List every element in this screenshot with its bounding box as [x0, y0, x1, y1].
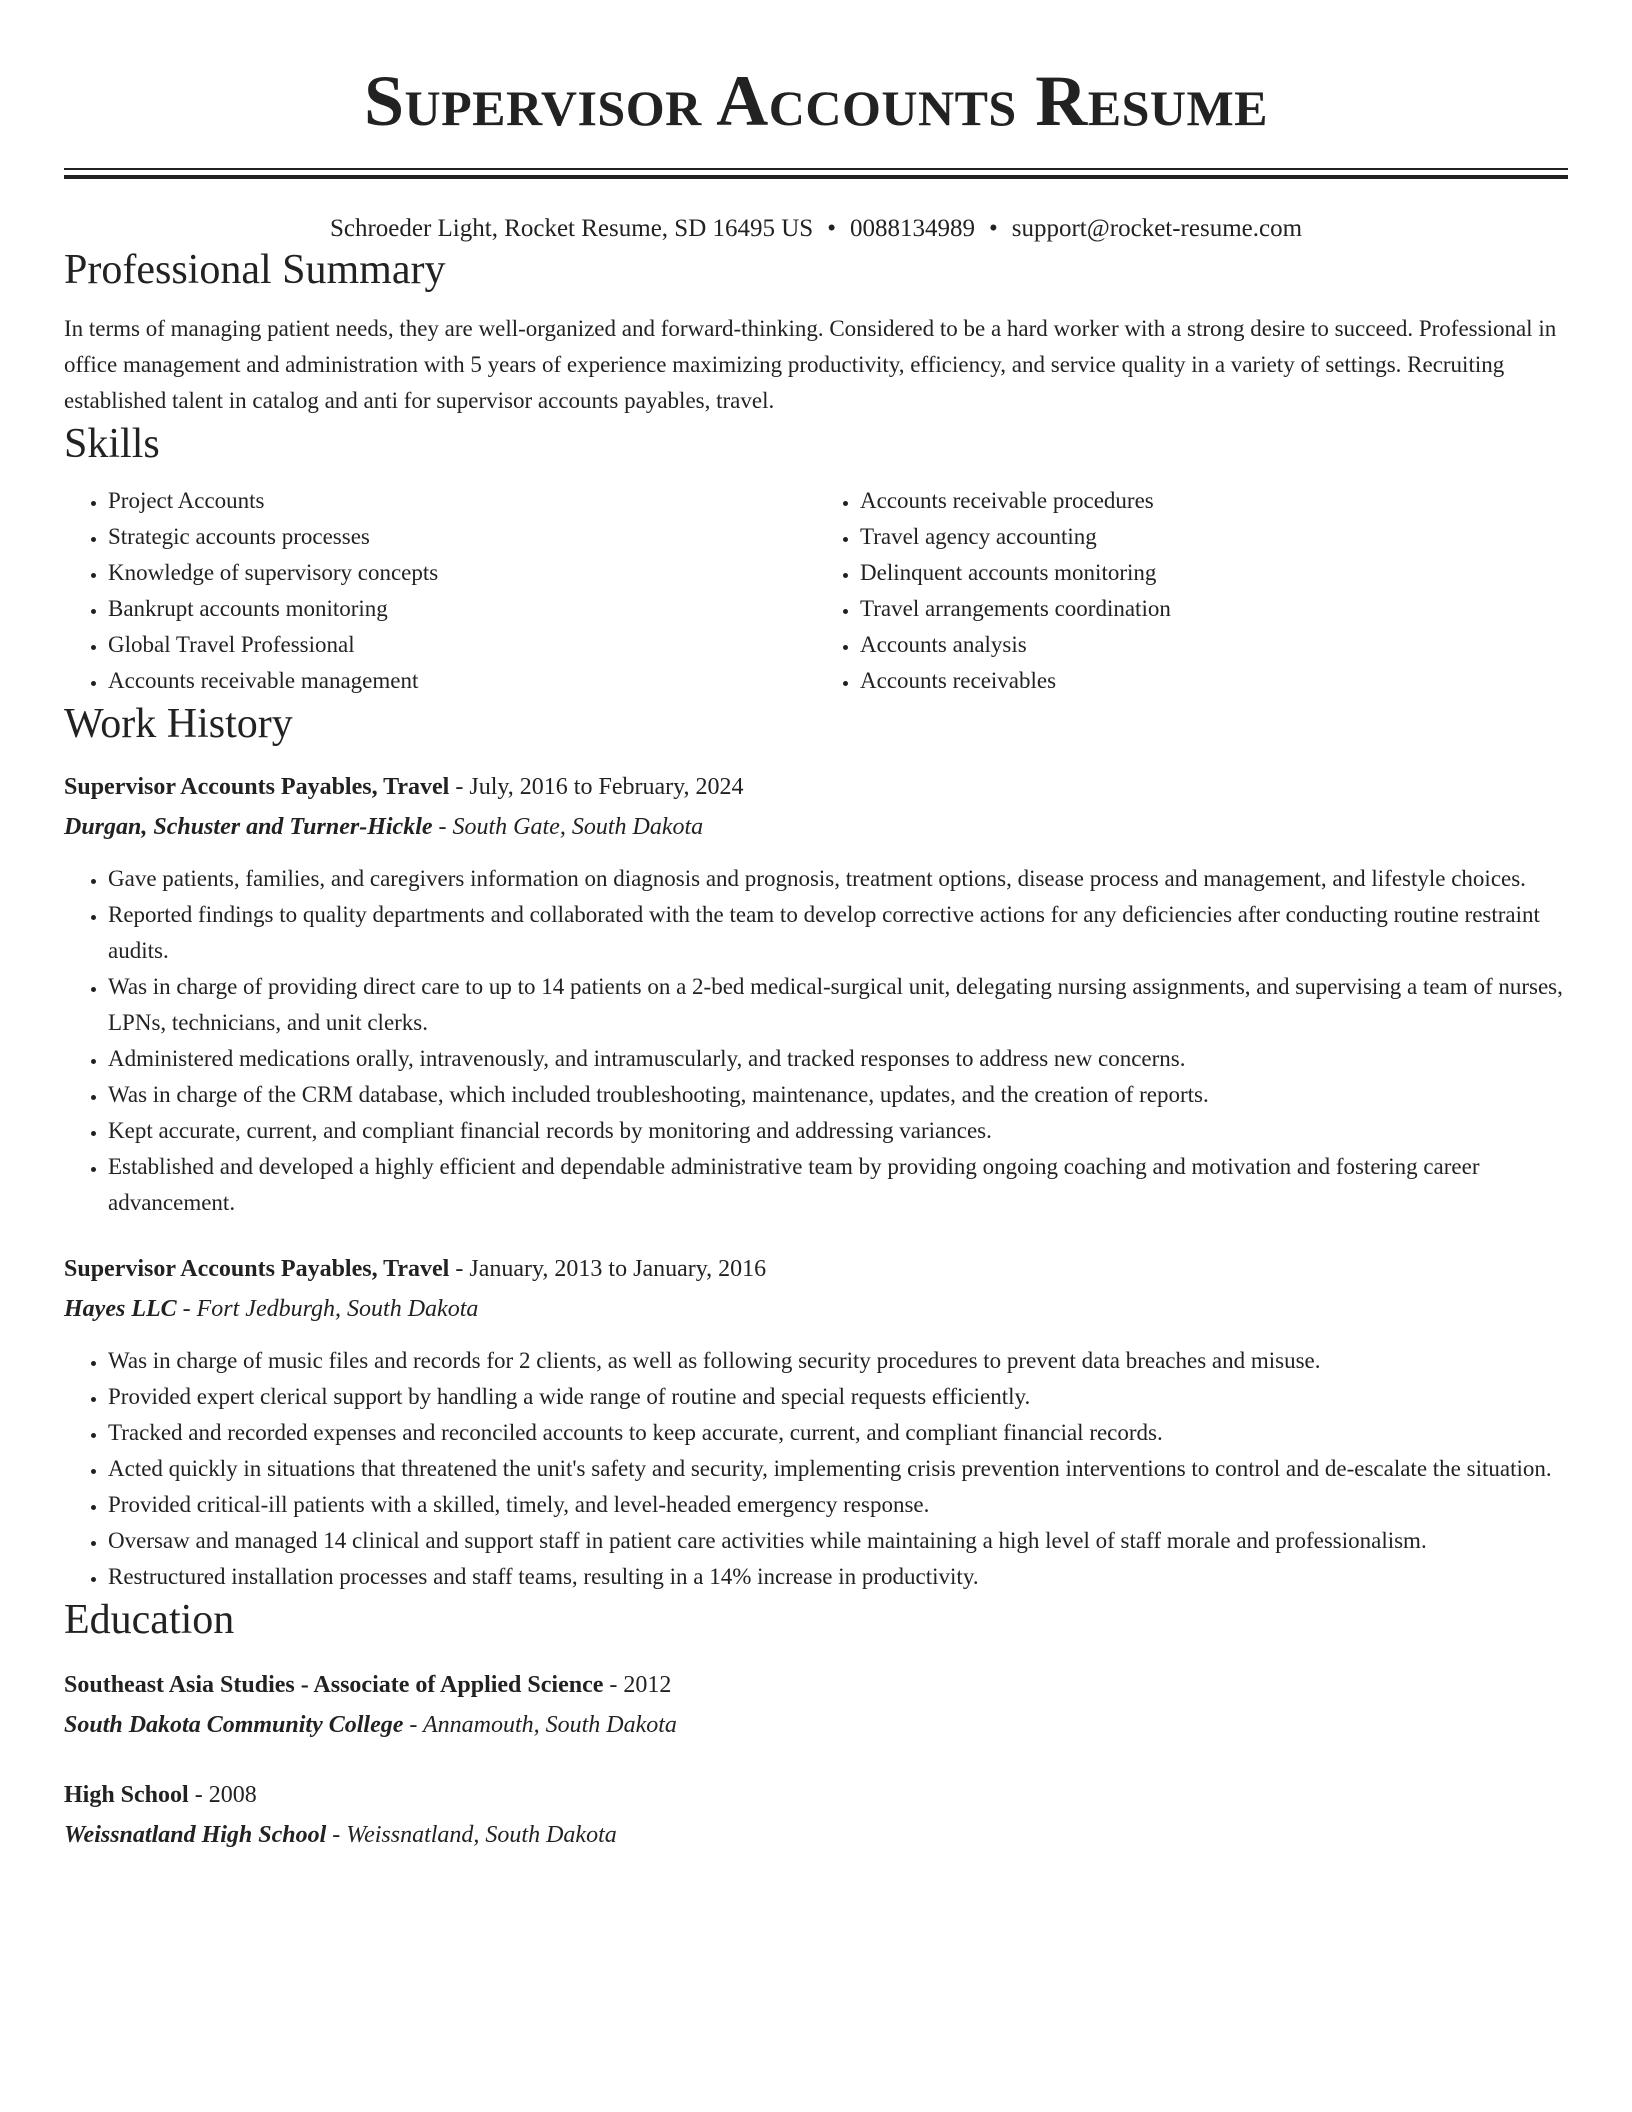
skills-list-left: [64, 483, 816, 699]
skills-heading: Skills: [64, 421, 160, 467]
skills-list-right: [816, 483, 1568, 699]
job-bullet: • Reported findings to quality departments and collaborated with the team to develop corrective actions for any deficiencies after conducting routine restraint audits.: [108, 897, 1568, 969]
degree-line: [64, 1777, 1568, 1813]
job-bullet: • Was in charge of music files and records for 2 clients, as well as following security procedures to prevent data breaches and misuse.: [108, 1343, 1568, 1379]
job-bullets: [64, 861, 1568, 1221]
job-bullet: • Restructured installation processes and staff teams, resulting in a 14% increase in productivity.: [108, 1559, 1568, 1595]
job-dates: - January, 2013 to January, 2016: [449, 1256, 767, 1282]
job-entry: [64, 769, 1568, 1221]
job-title-line: [64, 1251, 1568, 1287]
job-bullet: • Acted quickly in situations that threatened the unit's safety and security, implementing crisis prevention interventions to control and de-escalate the situation.: [108, 1451, 1568, 1487]
skill-item: • Delinquent accounts monitoring: [860, 555, 1568, 591]
job-bullet: • Provided critical-ill patients with a skilled, timely, and level-headed emergency response.: [108, 1487, 1568, 1523]
job-bullet: • Provided expert clerical support by handling a wide range of routine and special requests efficiently.: [108, 1379, 1568, 1415]
summary-text: In terms of managing patient needs, they are well-organized and forward-thinking. Considered to be a hard worker with a strong desire to succeed. Professional in office management and administration with 5 years of experience maximizing productivity, efficiency, and service quality in a variety of settings. Recruiting established talent in catalog and anti for supervisor accounts payables, travel.: [64, 316, 1557, 413]
page-title: Supervisor Accounts Resume: [363, 61, 1269, 141]
degree-name: High School: [64, 1782, 189, 1808]
company-location: - Fort Jedburgh, South Dakota: [176, 1296, 479, 1322]
job-bullet: • Gave patients, families, and caregivers information on diagnosis and prognosis, treatment options, disease process and management, and lifestyle choices.: [108, 861, 1568, 897]
skill-item: • Accounts receivable procedures: [860, 483, 1568, 519]
job-title-line: [64, 769, 1568, 805]
job-title: Supervisor Accounts Payables, Travel: [64, 774, 450, 800]
school-line: [64, 1707, 1568, 1743]
education-entry: [64, 1777, 1568, 1853]
title-divider: [64, 168, 1568, 179]
divider-thick-line: [64, 175, 1568, 179]
job-bullet: • Was in charge of the CRM database, which included troubleshooting, maintenance, updates, and the creation of reports.: [108, 1077, 1568, 1113]
job-dates: - July, 2016 to February, 2024: [449, 774, 744, 800]
skill-item: • Travel agency accounting: [860, 519, 1568, 555]
job-bullet: • Administered medications orally, intravenously, and intramuscularly, and tracked responses to address new concerns.: [108, 1041, 1568, 1077]
company-line: [64, 809, 1568, 845]
contact-line: [64, 213, 1568, 245]
job-bullet: • Kept accurate, current, and compliant financial records by monitoring and addressing variances.: [108, 1113, 1568, 1149]
summary-heading: Professional Summary: [64, 247, 446, 293]
company-name: Durgan, Schuster and Turner-Hickle: [64, 814, 433, 840]
job-bullets: [64, 1343, 1568, 1595]
school-name: Weissnatland High School: [64, 1822, 327, 1848]
degree-line: [64, 1667, 1568, 1703]
school-name: South Dakota Community College: [64, 1712, 404, 1738]
job-bullet: • Was in charge of providing direct care to up to 14 patients on a 2-bed medical-surgical unit, delegating nursing assignments, and supervising a team of nurses, LPNs, technicians, and unit clerks.: [108, 969, 1568, 1041]
job-entry: [64, 1251, 1568, 1595]
job-bullet: • Oversaw and managed 14 clinical and support staff in patient care activities while maintaining a high level of staff morale and professionalism.: [108, 1523, 1568, 1559]
contact-email: support@rocket-resume.com: [1011, 215, 1303, 242]
company-name: Hayes LLC: [64, 1296, 177, 1322]
skill-item: • Global Travel Professional: [108, 627, 816, 663]
contact-phone: 0088134989: [849, 215, 975, 242]
skill-item: • Project Accounts: [108, 483, 816, 519]
contact-separator: •: [827, 215, 836, 242]
education-entry: [64, 1667, 1568, 1743]
school-line: [64, 1817, 1568, 1853]
skills-column-left: [64, 483, 816, 699]
skill-item: • Accounts analysis: [860, 627, 1568, 663]
job-bullet: • Tracked and recorded expenses and reconciled accounts to keep accurate, current, and compliant financial records.: [108, 1415, 1568, 1451]
divider-thin-line: [64, 168, 1568, 170]
school-location: - Annamouth, South Dakota: [403, 1712, 677, 1738]
degree-year: - 2008: [188, 1782, 257, 1808]
job-title: Supervisor Accounts Payables, Travel: [64, 1256, 450, 1282]
degree-year: - 2012: [603, 1672, 672, 1698]
skills-column-right: [816, 483, 1568, 699]
company-line: [64, 1291, 1568, 1327]
education-heading: Education: [64, 1597, 235, 1643]
skill-item: • Accounts receivables: [860, 663, 1568, 699]
contact-separator: •: [988, 215, 998, 242]
skills-grid: [64, 483, 1568, 699]
contact-address: Schroeder Light, Rocket Resume, SD 16495 US: [329, 215, 814, 242]
work-history-heading: Work History: [64, 701, 293, 747]
company-location: - South Gate, South Dakota: [432, 814, 704, 840]
degree-name: Southeast Asia Studies - Associate of Applied Science: [64, 1672, 604, 1698]
skill-item: • Bankrupt accounts monitoring: [108, 591, 816, 627]
school-location: - Weissnatland, South Dakota: [326, 1822, 617, 1848]
skill-item: • Accounts receivable management: [108, 663, 816, 699]
skill-item: • Strategic accounts processes: [108, 519, 816, 555]
job-bullet: • Established and developed a highly efficient and dependable administrative team by providing ongoing coaching and motivation and fostering career advancement.: [108, 1149, 1568, 1221]
skill-item: • Knowledge of supervisory concepts: [108, 555, 816, 591]
skill-item: • Travel arrangements coordination: [860, 591, 1568, 627]
